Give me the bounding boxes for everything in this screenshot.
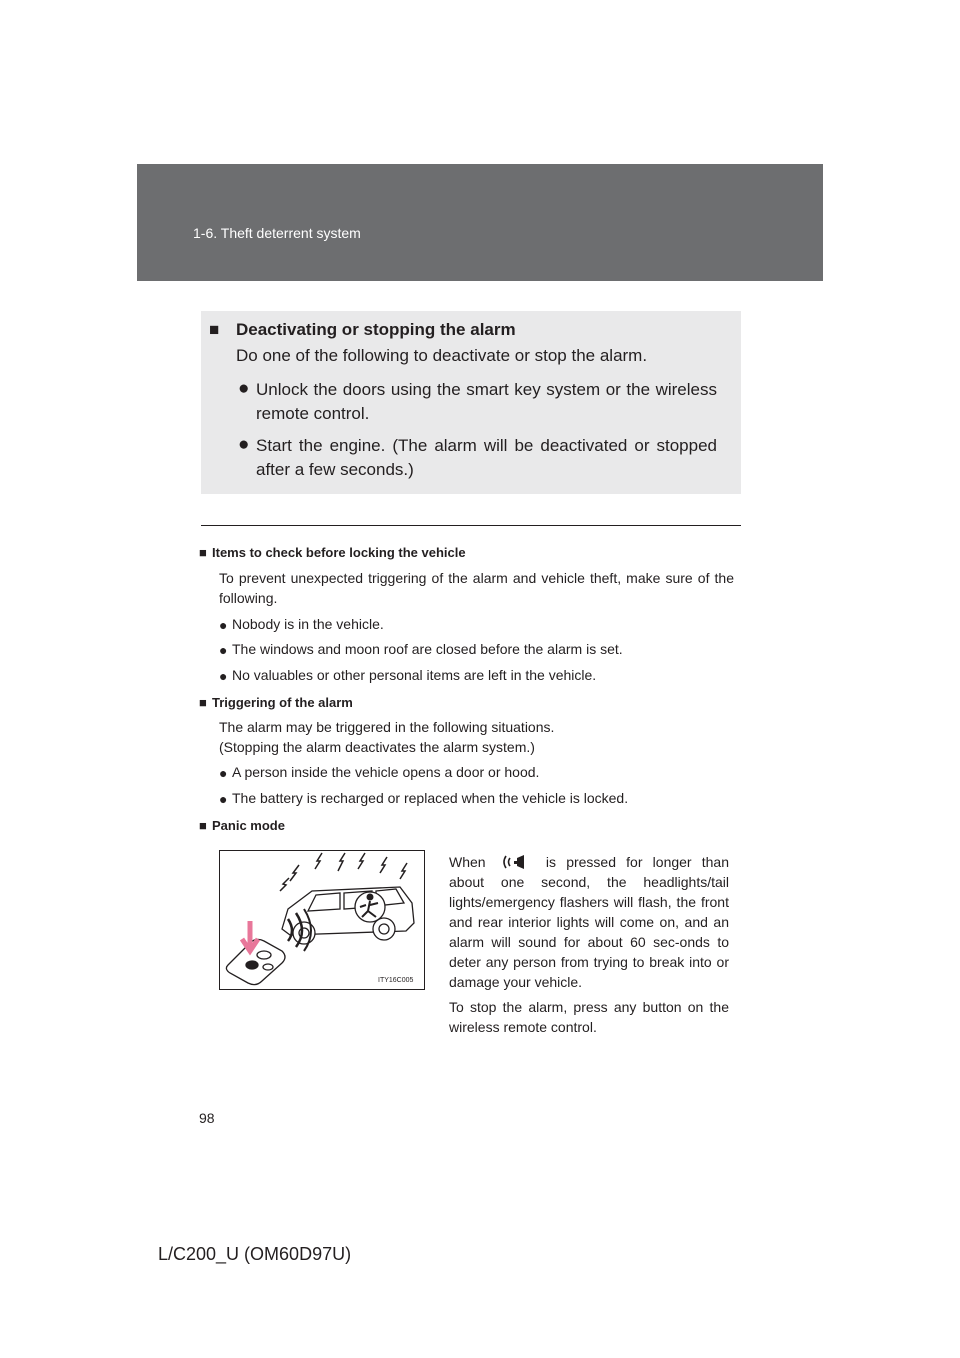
trigger-item: The battery is recharged or replaced when the vehicle is locked. <box>232 790 629 806</box>
panic-paragraph <box>449 852 729 992</box>
check-item: Nobody is in the vehicle. <box>232 616 384 632</box>
panic-text: is pressed for longer than about one second, the headlights/tail lights/emergency flashers will flash, the front and rear interior lights will come on, and an alarm will sound for about 60 sec-onds to deter any person from trying to break into or damage your vehicle. <box>449 854 730 990</box>
check-heading: Items to check before locking the vehicle <box>212 545 466 560</box>
divider <box>201 525 741 526</box>
check-item: No valuables or other personal items are left in the vehicle. <box>232 667 597 683</box>
panic-button-icon <box>496 854 536 870</box>
bullet: ● <box>219 617 228 633</box>
box-item: Start the engine. (The alarm will be deactivated or stopped after a few seconds.) <box>256 436 717 479</box>
panic-heading: Panic mode <box>212 818 285 833</box>
heading-marker: ■ <box>199 695 207 710</box>
panic-stop-text: To stop the alarm, press any button on the wireless remote control. <box>449 999 729 1035</box>
heading-marker: ■ <box>199 818 207 833</box>
panic-when: When <box>449 854 486 870</box>
box-item: Unlock the doors using the smart key system or the wireless remote control. <box>256 380 717 423</box>
bullet: ● <box>219 668 228 684</box>
check-text: To prevent unexpected triggering of the alarm and vehicle theft, make sure of the following. <box>219 570 734 606</box>
box-bullet: ● <box>238 434 250 455</box>
trigger-heading: Triggering of the alarm <box>212 695 353 710</box>
bullet: ● <box>219 791 228 807</box>
box-marker: ■ <box>209 320 220 339</box>
page-number: 98 <box>199 1110 215 1126</box>
section-title: 1-6. Theft deterrent system <box>193 225 361 241</box>
check-item: The windows and moon roof are closed before the alarm is set. <box>232 641 623 657</box>
trigger-line: The alarm may be triggered in the following situations. <box>219 719 555 735</box>
box-lead: Do one of the following to deactivate or stop the alarm. <box>236 346 648 365</box>
trigger-item: A person inside the vehicle opens a door or hood. <box>232 764 540 780</box>
vehicle-alarm-illustration <box>220 851 424 989</box>
illustration-code: ITY16C005 <box>378 977 414 984</box>
bullet: ● <box>219 642 228 658</box>
header-band <box>137 164 823 281</box>
box-bullet: ● <box>238 378 250 399</box>
panic-mode-illustration <box>219 850 425 990</box>
document-code: L/C200_U (OM60D97U) <box>158 1244 352 1264</box>
box-heading: Deactivating or stopping the alarm <box>236 320 516 339</box>
bullet: ● <box>219 765 228 781</box>
heading-marker: ■ <box>199 545 207 560</box>
trigger-line: (Stopping the alarm deactivates the alarm system.) <box>219 739 535 755</box>
